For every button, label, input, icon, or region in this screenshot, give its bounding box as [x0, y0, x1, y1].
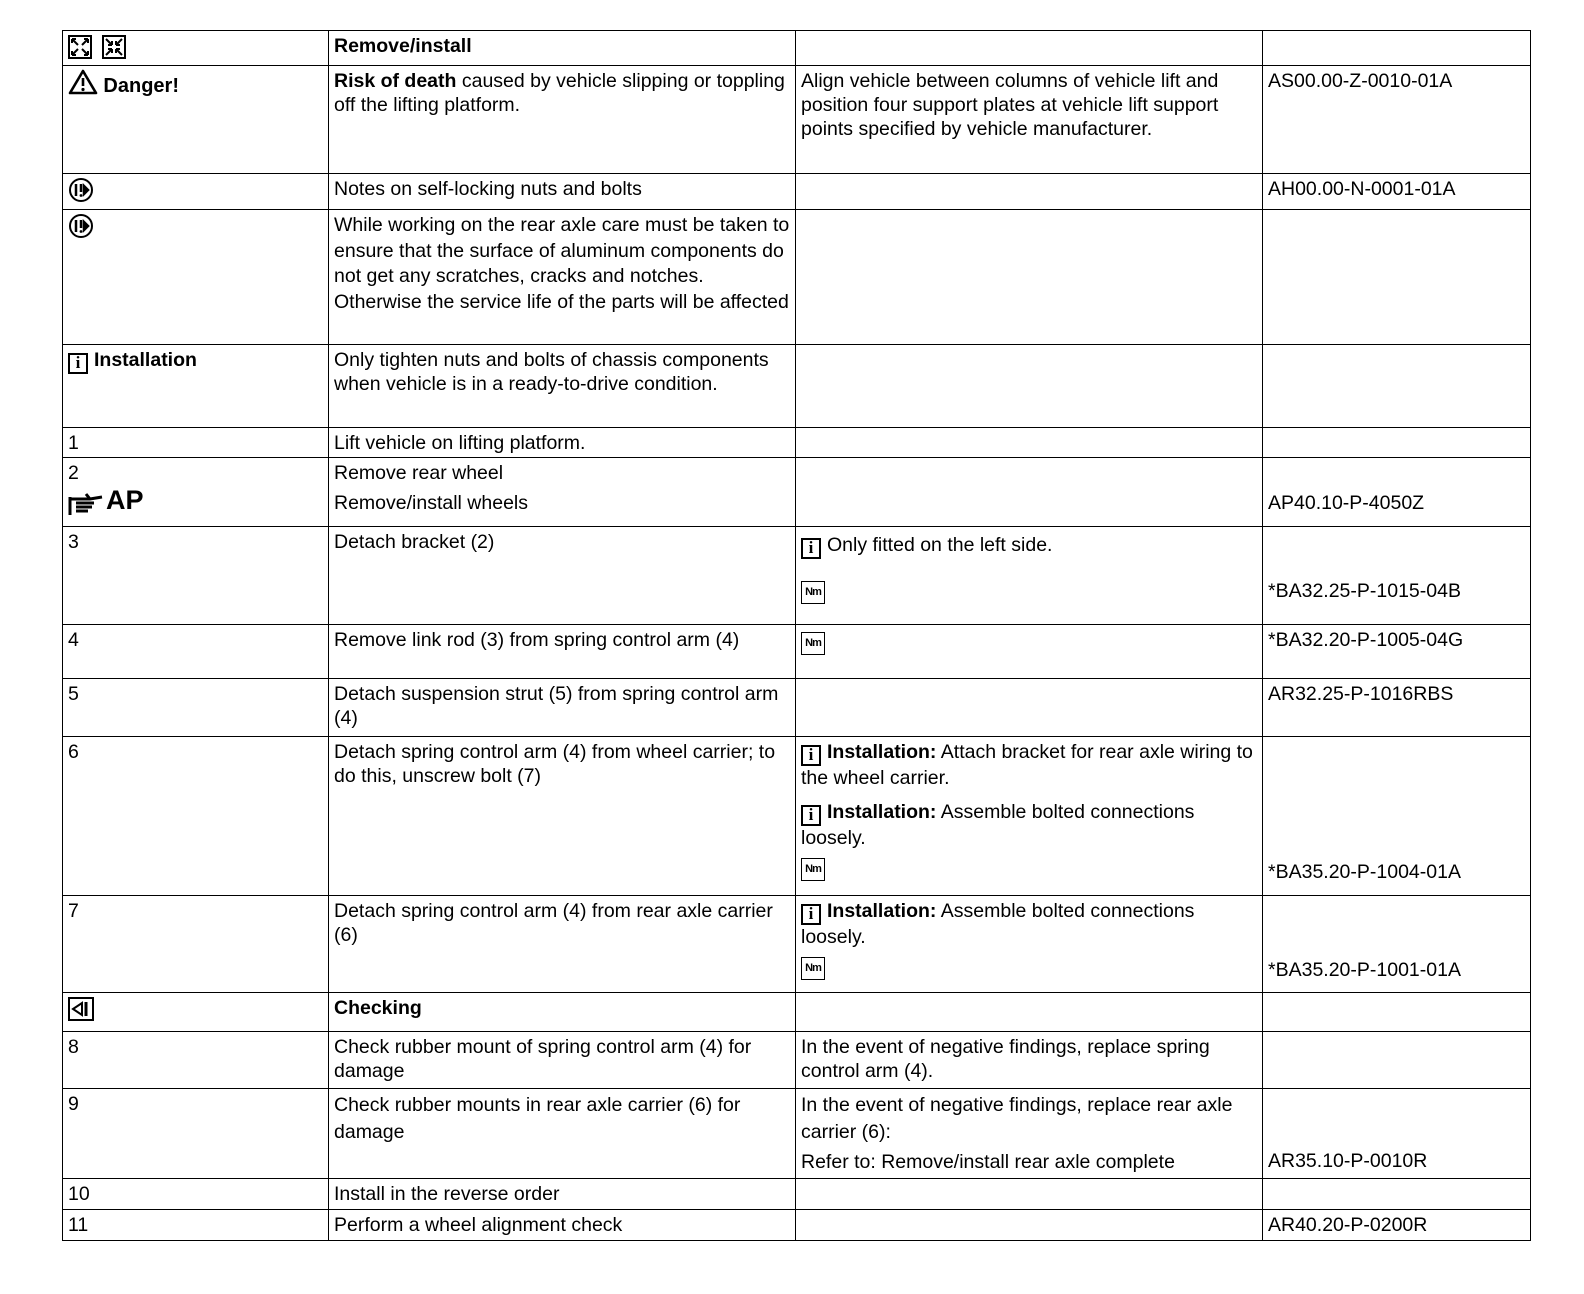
notes-ref: AH00.00-N-0001-01A	[1263, 174, 1531, 210]
table-row	[63, 210, 1531, 345]
table-row: 10 Install in the reverse order	[63, 1179, 1531, 1210]
table-row	[63, 66, 1531, 174]
table-row: 2 AP Remove rear wheel Remove/install wheels AP40.10-P-4050Z	[63, 458, 1531, 527]
checking-title: Checking	[329, 993, 796, 1032]
table-row: 11 Perform a wheel alignment check AR40.20-P-0200R	[63, 1210, 1531, 1241]
notes-self-locking: Notes on self-locking nuts and bolts	[329, 174, 796, 210]
danger-label: Danger!	[103, 75, 179, 97]
info-icon: i	[801, 904, 821, 925]
table-row: 8 Check rubber mount of spring control arm (4) for damage In the event of negative findings, replace spring control arm (4).	[63, 1032, 1531, 1089]
table-row: 1 Lift vehicle on lifting platform.	[63, 428, 1531, 458]
info-icon: i	[801, 745, 821, 766]
header-title: Remove/install	[329, 31, 796, 66]
torque-icon: Nm	[801, 858, 825, 881]
table-row: i Installation Only tighten nuts and bolts of chassis components when vehicle is in a ready-to-drive condition.	[63, 345, 1531, 428]
install-info-text: Only tighten nuts and bolts of chassis components when vehicle is in a ready-to-drive condition.	[329, 345, 796, 428]
danger-ref: AS00.00-Z-0010-01A	[1263, 66, 1531, 174]
table-row: 7 Detach spring control arm (4) from rear axle carrier (6) i Installation: Assemble bolted connections loosely. Nm *BA35.20-P-1001-01A	[63, 896, 1531, 993]
checking-icon	[68, 997, 94, 1021]
table-row	[63, 31, 1531, 66]
danger-cell	[63, 66, 329, 174]
danger-note: Align vehicle between columns of vehicle lift and position four support plates at vehicle lift support points specified by vehicle manufacturer.	[796, 66, 1263, 174]
torque-icon: Nm	[801, 632, 825, 655]
torque-icon: Nm	[801, 957, 825, 980]
danger-text: Risk of death caused by vehicle slipping or toppling off the lifting platform.	[329, 66, 796, 174]
table-row: 3 Detach bracket (2) i Only fitted on the left side. Nm *BA32.25-P-1015-04B	[63, 527, 1531, 625]
remove-install-icon	[68, 35, 126, 59]
remove-install-icons	[63, 31, 329, 66]
ap-reference: AP	[68, 485, 323, 517]
warning-triangle-icon	[68, 69, 98, 95]
notes-icon	[68, 213, 94, 239]
info-icon: i	[801, 805, 821, 826]
info-icon: i	[801, 538, 821, 559]
notes-icon	[68, 177, 94, 203]
procedure-table	[62, 30, 1531, 1241]
table-row: 5 Detach suspension strut (5) from spring control arm (4) AR32.25-P-1016RBS	[63, 679, 1531, 737]
table-row: 4 Remove link rod (3) from spring control arm (4) Nm *BA32.20-P-1005-04G	[63, 625, 1531, 679]
pointing-hand-icon	[68, 491, 106, 517]
table-row	[63, 993, 1531, 1032]
table-row	[63, 174, 1531, 210]
table-row: 9 Check rubber mounts in rear axle carrier (6) for damage In the event of negative findings, replace rear axle carrier (6): Refer to: Remove/install rear axle complete AR35.10-P-0010R	[63, 1089, 1531, 1179]
notes-aluminum: While working on the rear axle care must be taken to ensure that the surface of aluminum components do not get any scratches, cracks and notches. Otherwise the service life of the parts will be affected	[329, 210, 796, 345]
info-icon: i	[68, 353, 88, 374]
table-row: 6 Detach spring control arm (4) from wheel carrier; to do this, unscrew bolt (7) i Installation: Attach bracket for rear axle wiring to the wheel carrier. i Installation: Assemble bolted connections loosely. Nm *BA35.20-P-1004-01A	[63, 737, 1531, 896]
torque-icon: Nm	[801, 581, 825, 604]
